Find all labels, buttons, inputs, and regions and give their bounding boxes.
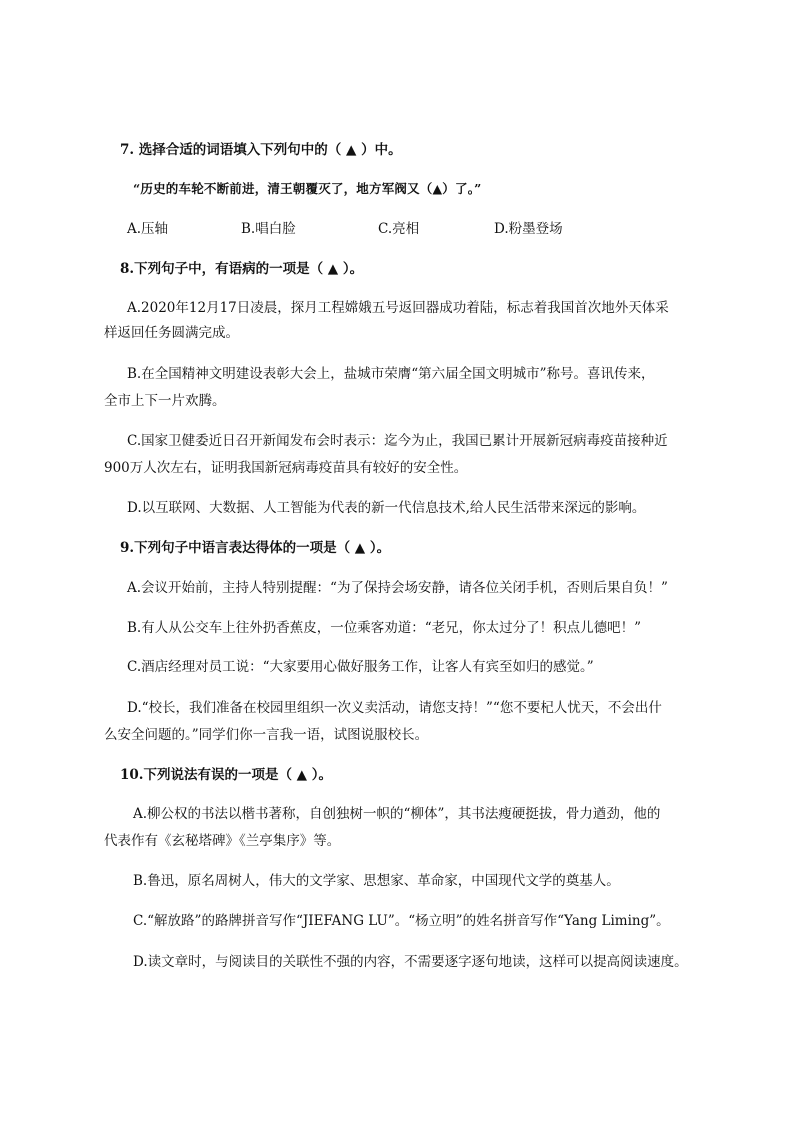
- question-9-option-d-line1: D.“校长，我们准备在校园里组织一次义卖活动，请您支持！”“您不要杞人忧天，不会出什: [127, 700, 662, 716]
- question-8-option-b-line2: 全市上下一片欢腾。: [104, 393, 226, 409]
- question-9-option-c: C.酒店经理对员工说：“大家要用心做好服务工作，让客人有宾至如归的感觉。”: [127, 659, 594, 675]
- question-7-option-a: A.压轴: [127, 221, 169, 237]
- question-10-option-c: C.“解放路”的路牌拼音写作“JIEFANG LU”。“杨立明”的姓名拼音写作“Yang Liming”。: [133, 913, 670, 929]
- question-9-stem: 9.下列句子中语言表达得体的一项是（ ▲ ）。: [120, 540, 391, 556]
- question-9-option-b: B.有人从公交车上往外扔香蕉皮，一位乘客劝道：“老兄，你太过分了！积点儿德吧！”: [127, 620, 642, 636]
- question-7-quote: “历史的车轮不断前进，清王朝覆灭了，地方军阀又（▲）了。”: [133, 181, 482, 196]
- question-10-stem: 10.下列说法有误的一项是（ ▲ ）。: [120, 767, 333, 783]
- question-8-option-d-line1: D.以互联网、大数据、人工智能为代表的新一代信息技术,给人民生活带来深远的影响。: [127, 500, 646, 516]
- question-8-option-c-line1: C.国家卫健委近日召开新闻发布会时表示：迄今为止，我国已累计开展新冠病毒疫苗接种近: [127, 433, 668, 449]
- question-9-option-d-line2: 么安全问题的。”同学们你一言我一语，试图说服校长。: [104, 727, 429, 743]
- question-8-option-b-line1: B.在全国精神文明建设表彰大会上，盐城市荣膺“第六届全国文明城市”称号。喜讯传来，: [127, 366, 655, 382]
- question-7-option-c: C.亮相: [378, 221, 420, 237]
- question-8-option-a-line1: A.2020年12月17日凌晨，探月工程嫦娥五号返回器成功着陆，标志着我国首次地外天体采: [127, 300, 669, 316]
- question-9-option-a: A.会议开始前，主持人特别提醒：“为了保持会场安静，请各位关闭手机，否则后果自负！”: [127, 580, 668, 596]
- question-7-option-d: D.粉墨登场: [494, 221, 563, 237]
- question-10-option-a-line2: 代表作有《玄秘塔碑》《兰亭集序》等。: [104, 833, 341, 849]
- question-10-option-a-line1: A.柳公权的书法以楷书著称，自创独树一帜的“柳体”，其书法瘦硬挺拔，骨力遒劲，他的: [133, 806, 661, 822]
- question-8-stem: 8.下列句子中，有语病的一项是（ ▲ ）。: [120, 261, 364, 277]
- question-10-option-d: D.读文章时，与阅读目的关联性不强的内容，不需要逐字逐句地读，这样可以提高阅读速度。: [133, 954, 688, 970]
- question-7-option-b: B.唱白脸: [241, 221, 296, 237]
- question-8-option-c-line2: 900万人次左右，证明我国新冠病毒疫苗具有较好的安全性。: [104, 460, 468, 476]
- question-10-option-b: B.鲁迅，原名周树人，伟大的文学家、思想家、革命家，中国现代文学的奠基人。: [133, 873, 620, 889]
- question-7-stem: 7. 选择合适的词语填入下列句中的（ ▲ ）中。: [120, 142, 402, 158]
- question-8-option-a-line2: 样返回任务圆满完成。: [104, 325, 239, 341]
